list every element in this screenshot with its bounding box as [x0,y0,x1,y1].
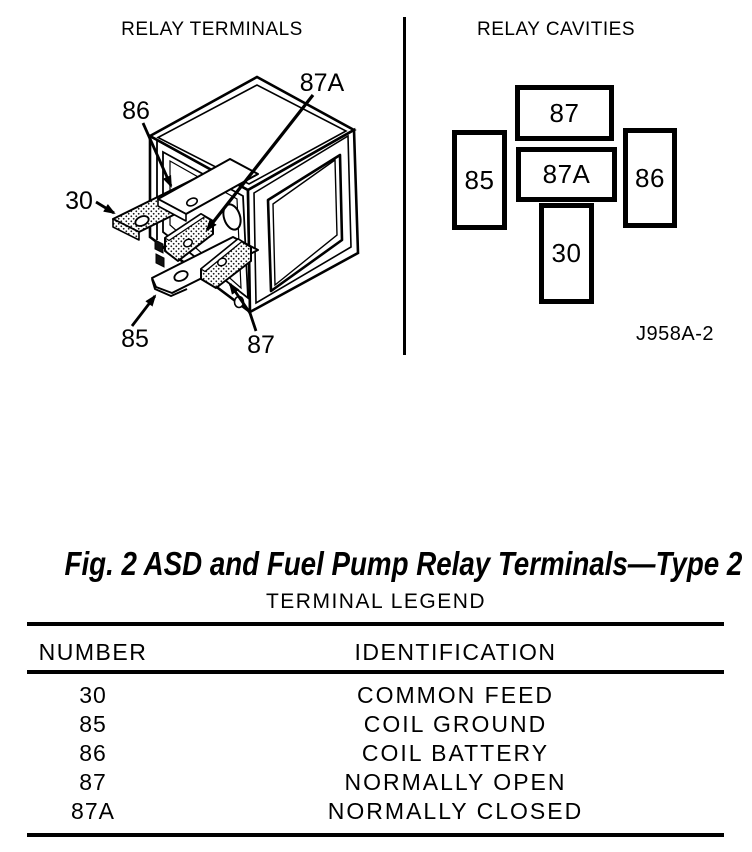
legend-row [27,712,724,736]
legend-table [27,622,724,838]
figure-caption: Fig. 2 ASD and Fuel Pump Relay Terminals—Type 2 [64,545,743,582]
relay-cavities-title: RELAY CAVITIES [477,19,635,40]
legend-row [27,799,724,823]
legend-cell-identification: NORMALLY OPEN [344,769,567,795]
relay-terminals-drawing [0,0,404,360]
terminal-label-87a: 87A [299,69,345,97]
cavity-label-85: 85 [464,164,495,195]
cavity-label-86: 86 [635,162,665,193]
panel-divider [403,17,406,355]
legend-cell-number: 85 [79,711,107,737]
legend-row [27,683,724,707]
figure-code: J958A-2 [636,323,714,345]
table-rule-bottom [27,833,724,837]
legend-cell-identification: COIL BATTERY [361,740,550,766]
cavity-86 [623,128,677,228]
cavity-label-30: 30 [551,238,582,268]
cavity-label-87: 87 [549,97,580,128]
legend-cell-number: 87 [79,769,107,795]
legend-cell-identification: COIL GROUND [363,711,548,737]
cavity-87 [515,85,614,141]
legend-title: TERMINAL LEGEND [265,590,487,613]
table-rule-mid [27,670,724,674]
cavity-label-87a: 87A [542,159,591,189]
legend-header-row [27,640,724,664]
table-rule-top [27,622,724,626]
leader-30 [96,202,114,213]
terminal-label-87: 87 [247,331,275,359]
legend-header-identification: IDENTIFICATION [354,639,557,665]
terminal-label-85: 85 [121,325,149,353]
cavity-85 [452,130,507,230]
cavity-30 [539,203,594,304]
legend-cell-number: 87A [71,798,115,824]
legend-cell-identification: COMMON FEED [356,682,555,708]
legend-cell-number: 30 [79,682,107,708]
leader-85 [132,296,155,326]
legend-cell-number: 86 [79,740,107,766]
relay-terminals-title: RELAY TERMINALS [121,19,303,40]
terminal-label-30: 30 [65,187,93,215]
legend-row [27,741,724,765]
legend-row [27,770,724,794]
legend-cell-identification: NORMALLY CLOSED [327,798,584,824]
terminal-label-86: 86 [122,97,150,125]
legend-header-number: NUMBER [38,639,148,665]
cavity-87a [516,147,617,202]
